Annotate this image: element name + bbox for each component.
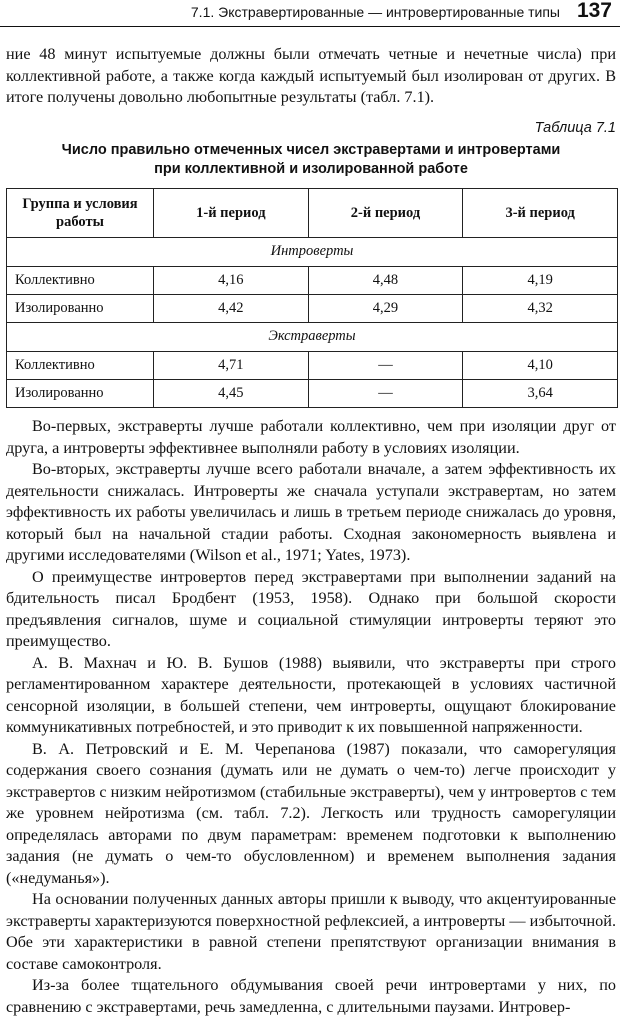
chapter-title: 7.1. Экстравертированные — интровертированные типы — [190, 4, 560, 20]
header-cell: 3-й период — [463, 189, 618, 238]
intro-paragraph: ние 48 минут испытуемые должны были отмечать четные и нечетные числа) при коллективной работе, а также когда каждый испытуемый был изолирован от других. В итоге получены довольно любопытные результаты (табл. 7.1). — [6, 45, 616, 106]
value-cell: 4,10 — [463, 352, 618, 380]
table-caption-line: Число правильно отмеченных чисел экстравертами и интровертами — [61, 142, 561, 158]
table-caption-line: при коллективной и изолированной работе — [154, 161, 468, 177]
value-cell: 4,71 — [154, 352, 309, 380]
row-label: Коллективно — [7, 352, 154, 380]
value-cell: 4,16 — [154, 267, 309, 295]
paragraph: На основании полученных данных авторы пришли к выводу, что акцентуированные экстраверты характеризуются поверхностной рефлексией, а интроверты — избыточной. Обе эти характеристики в равной степени препятствуют организации внимания в составе самоконтроля. — [6, 890, 616, 973]
table-label: Таблица 7.1 — [534, 119, 616, 136]
value-cell: 4,45 — [154, 380, 309, 408]
table-row — [7, 380, 618, 408]
header-cell: 2-й период — [308, 189, 463, 238]
table-row — [7, 352, 618, 380]
value-cell: 3,64 — [463, 380, 618, 408]
header-cell: Группа и условия работы — [7, 189, 154, 238]
paragraph: Из-за более тщательного обдумывания своей речи интровертами у них, по сравнению с экстравертами, речь замедленна, с длительными паузами. Интровер- — [6, 976, 616, 1016]
value-cell: 4,48 — [308, 267, 463, 295]
row-label: Изолированно — [7, 295, 154, 323]
section-row — [7, 323, 618, 352]
table-header-row — [7, 189, 618, 238]
header-cell: 1-й период — [154, 189, 309, 238]
page-number: 137 — [576, 0, 612, 22]
paragraph: А. В. Махнач и Ю. В. Бушов (1988) выявили, что экстраверты при строго регламентированном характере деятельности, протекающей в условиях частичной сенсорной изоляции, в большей степени, чем интроверты, ощущают блокирование коммуникативных потребностей, и это приводит к их повышенной напряженности. — [6, 653, 616, 736]
section-row — [7, 238, 618, 267]
value-cell: 4,32 — [463, 295, 618, 323]
row-label: Изолированно — [7, 380, 154, 408]
table-row — [7, 295, 618, 323]
table-row — [7, 267, 618, 295]
page-body — [6, 44, 616, 1018]
paragraph: О преимуществе интровертов перед экстравертами при выполнении заданий на бдительность писал Бродбент (1953, 1958). Однако при большой скорости предъявления сигналов, шуме и социальной стимуляции интроверты теряют это преимущество. — [6, 567, 616, 650]
paragraph: Во-первых, экстраверты лучше работали коллективно, чем при изоляции друг от друга, а интроверты эффективнее выполняли работу в условиях изоляции. — [6, 417, 616, 457]
value-cell: — — [308, 380, 463, 408]
value-cell: 4,42 — [154, 295, 309, 323]
value-cell: 4,29 — [308, 295, 463, 323]
value-cell: — — [308, 352, 463, 380]
paragraph: В. А. Петровский и Е. М. Черепанова (1987) показали, что саморегуляция содержания своего сознания (думать или не думать о чем-то) легче происходит у экстравертов с низким нейротизмом (стабильные экстраверты), чем у интровертов с тем же уровнем нейротизма (см. табл. 7.2). Легкость или трудность саморегуляции определялась авторами по двум параметрам: временем подготовки к выполнению задания (не думать о чем-то обусловленном) и временем выполнения задания («недуманья»). — [6, 739, 616, 887]
body-text — [6, 416, 616, 1018]
table-caption — [6, 141, 616, 179]
section-title: Экстраверты — [7, 323, 618, 352]
results-table — [6, 188, 618, 408]
section-title: Интроверты — [7, 238, 618, 267]
row-label: Коллективно — [7, 267, 154, 295]
paragraph: Во-вторых, экстраверты лучше всего работали вначале, а затем эффективность их деятельности снижалась. Интроверты же сначала уступали экстравертам, но затем эффективность их работы увеличилась и лишь в третьем периоде снижалась до уровня, который был на начальной стадии работы. Сходная закономерность выявлена и другими исследователями (Wilson et al., 1971; Yates, 1973). — [6, 460, 616, 564]
running-header — [0, 0, 620, 27]
value-cell: 4,19 — [463, 267, 618, 295]
